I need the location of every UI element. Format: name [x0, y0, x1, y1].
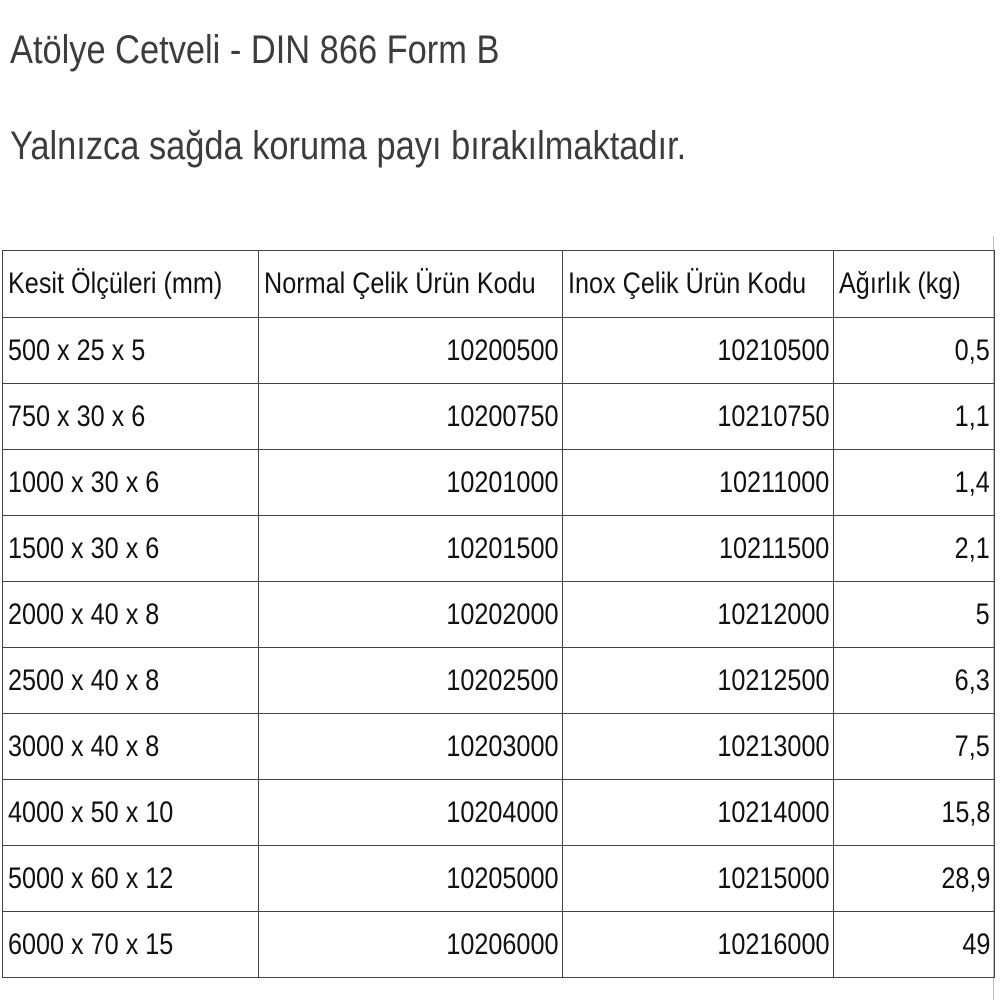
cell-normal-code: 10202000 — [259, 582, 563, 648]
cell-inox-code: 10212000 — [563, 582, 834, 648]
cell-normal-code: 10201500 — [259, 516, 563, 582]
cell-weight: 0,5 — [834, 318, 995, 384]
table-row — [3, 846, 995, 912]
table-header-row — [3, 251, 995, 318]
cell-inox-code: 10213000 — [563, 714, 834, 780]
cell-weight: 1,4 — [834, 450, 995, 516]
cell-weight: 28,9 — [834, 846, 995, 912]
cell-weight: 6,3 — [834, 648, 995, 714]
table-row — [3, 450, 995, 516]
cell-weight: 1,1 — [834, 384, 995, 450]
cell-inox-code: 10216000 — [563, 912, 834, 978]
table-row — [3, 582, 995, 648]
table-row — [3, 912, 995, 978]
cell-inox-code: 10211500 — [563, 516, 834, 582]
cell-inox-code: 10210750 — [563, 384, 834, 450]
cell-weight: 5 — [834, 582, 995, 648]
cell-normal-code: 10203000 — [259, 714, 563, 780]
cell-normal-code: 10200750 — [259, 384, 563, 450]
cell-size: 1000 x 30 x 6 — [3, 450, 259, 516]
cell-normal-code: 10200500 — [259, 318, 563, 384]
cell-weight: 2,1 — [834, 516, 995, 582]
cell-weight: 7,5 — [834, 714, 995, 780]
cell-inox-code: 10211000 — [563, 450, 834, 516]
cell-weight: 49 — [834, 912, 995, 978]
cell-weight: 15,8 — [834, 780, 995, 846]
cell-size: 2000 x 40 x 8 — [3, 582, 259, 648]
cell-size: 4000 x 50 x 10 — [3, 780, 259, 846]
cell-normal-code: 10204000 — [259, 780, 563, 846]
column-header-normal-code: Normal Çelik Ürün Kodu — [259, 251, 563, 318]
cell-size: 500 x 25 x 5 — [3, 318, 259, 384]
table-row — [3, 384, 995, 450]
cell-normal-code: 10202500 — [259, 648, 563, 714]
cell-size: 1500 x 30 x 6 — [3, 516, 259, 582]
table-row — [3, 714, 995, 780]
cell-inox-code: 10215000 — [563, 846, 834, 912]
cell-size: 3000 x 40 x 8 — [3, 714, 259, 780]
table-row — [3, 648, 995, 714]
cell-normal-code: 10205000 — [259, 846, 563, 912]
column-header-weight: Ağırlık (kg) — [834, 251, 995, 318]
column-header-size: Kesit Ölçüleri (mm) — [3, 251, 259, 318]
page-title: Atölye Cetveli - DIN 866 Form B — [10, 28, 500, 72]
table-row — [3, 780, 995, 846]
table-row — [3, 516, 995, 582]
cell-inox-code: 10212500 — [563, 648, 834, 714]
column-header-inox-code: Inox Çelik Ürün Kodu — [563, 251, 834, 318]
cell-size: 2500 x 40 x 8 — [3, 648, 259, 714]
cell-size: 750 x 30 x 6 — [3, 384, 259, 450]
cell-normal-code: 10201000 — [259, 450, 563, 516]
product-table — [2, 250, 995, 978]
cell-inox-code: 10214000 — [563, 780, 834, 846]
cell-normal-code: 10206000 — [259, 912, 563, 978]
page-subtitle: Yalnızca sağda koruma payı bırakılmaktadır. — [10, 124, 687, 168]
cell-size: 6000 x 70 x 15 — [3, 912, 259, 978]
table-row — [3, 318, 995, 384]
cell-inox-code: 10210500 — [563, 318, 834, 384]
cell-size: 5000 x 60 x 12 — [3, 846, 259, 912]
